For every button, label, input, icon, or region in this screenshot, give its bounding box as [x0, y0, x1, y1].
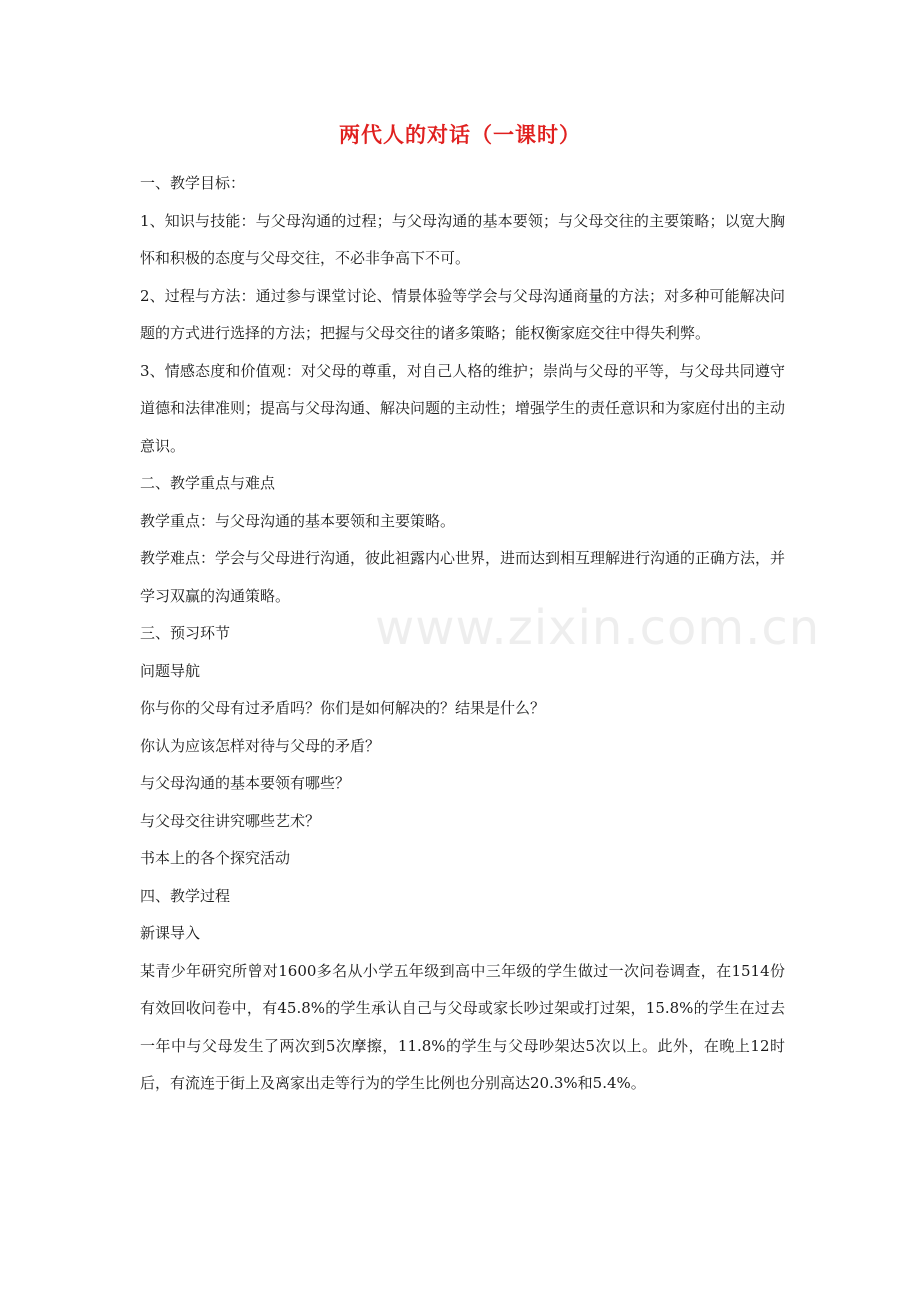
- question-item: 与父母交往讲究哪些艺术？: [140, 811, 321, 830]
- heading-teaching-goals: 一、教学目标：: [140, 174, 246, 192]
- question-item: 你认为应该怎样对待与父母的矛盾？: [140, 736, 381, 755]
- goal-emotion-values: 3、情感态度和价值观：对父母的尊重，对自己人格的维护；崇尚与父母的平等，与父母共同遵守道德和法律准则；提高与父母沟通、解决问题的主动性；增强学生的责任意识和为家庭付出的主动意识。: [140, 361, 786, 455]
- watermark: www.zixin.com.cn: [375, 600, 821, 656]
- question-item: 你与你的父母有过矛盾吗？你们是如何解决的？结果是什么？: [140, 699, 546, 717]
- goal-knowledge-skills: 1、知识与技能：与父母沟通的过程；与父母沟通的基本要领；与父母交往的主要策略；以宽大胸怀和积极的态度与父母交往，不必非争高下不可。: [140, 211, 785, 267]
- document-title: 两代人的对话（一课时）: [339, 122, 581, 147]
- survey-paragraph: 某青少年研究所曾对1600多名从小学五年级到高中三年级的学生做过一次问卷调查，在1514份有效回收问卷中，有45.8%的学生承认自己与父母或家长吵过架或打过架，15.8%的学生在过去一年中与父母发生了两次到5次摩擦，11.8%的学生与父母吵架达5次以上。此外，在晚上12时后，有流连于街上及离家出走等行为的学生比例也分别高达20.3%和5.4%。: [140, 961, 785, 1092]
- difficult-point: 教学难点：学会与父母进行沟通，彼此袒露内心世界，进而达到相互理解进行沟通的正确方法，并学习双赢的沟通策略。: [140, 549, 786, 605]
- document-body: [140, 165, 785, 1103]
- key-point: 教学重点：与父母沟通的基本要领和主要策略。: [140, 511, 456, 530]
- question-item: 书本上的各个探究活动: [140, 849, 291, 867]
- goal-process-methods: 2、过程与方法：通过参与课堂讨论、情景体验等学会与父母沟通商量的方法；对多种可能解决问题的方式进行选择的方法；把握与父母交往的诸多策略；能权衡家庭交往中得失利弊。: [140, 286, 785, 342]
- question-item: 与父母沟通的基本要领有哪些？: [140, 774, 351, 792]
- subheading-question-guide: 问题导航: [140, 661, 201, 680]
- subheading-introduction: 新课导入: [140, 924, 201, 942]
- heading-teaching-process: 四、教学过程: [140, 886, 231, 905]
- heading-preview: 三、预习环节: [140, 624, 231, 642]
- heading-key-difficult-points: 二、教学重点与难点: [140, 474, 276, 492]
